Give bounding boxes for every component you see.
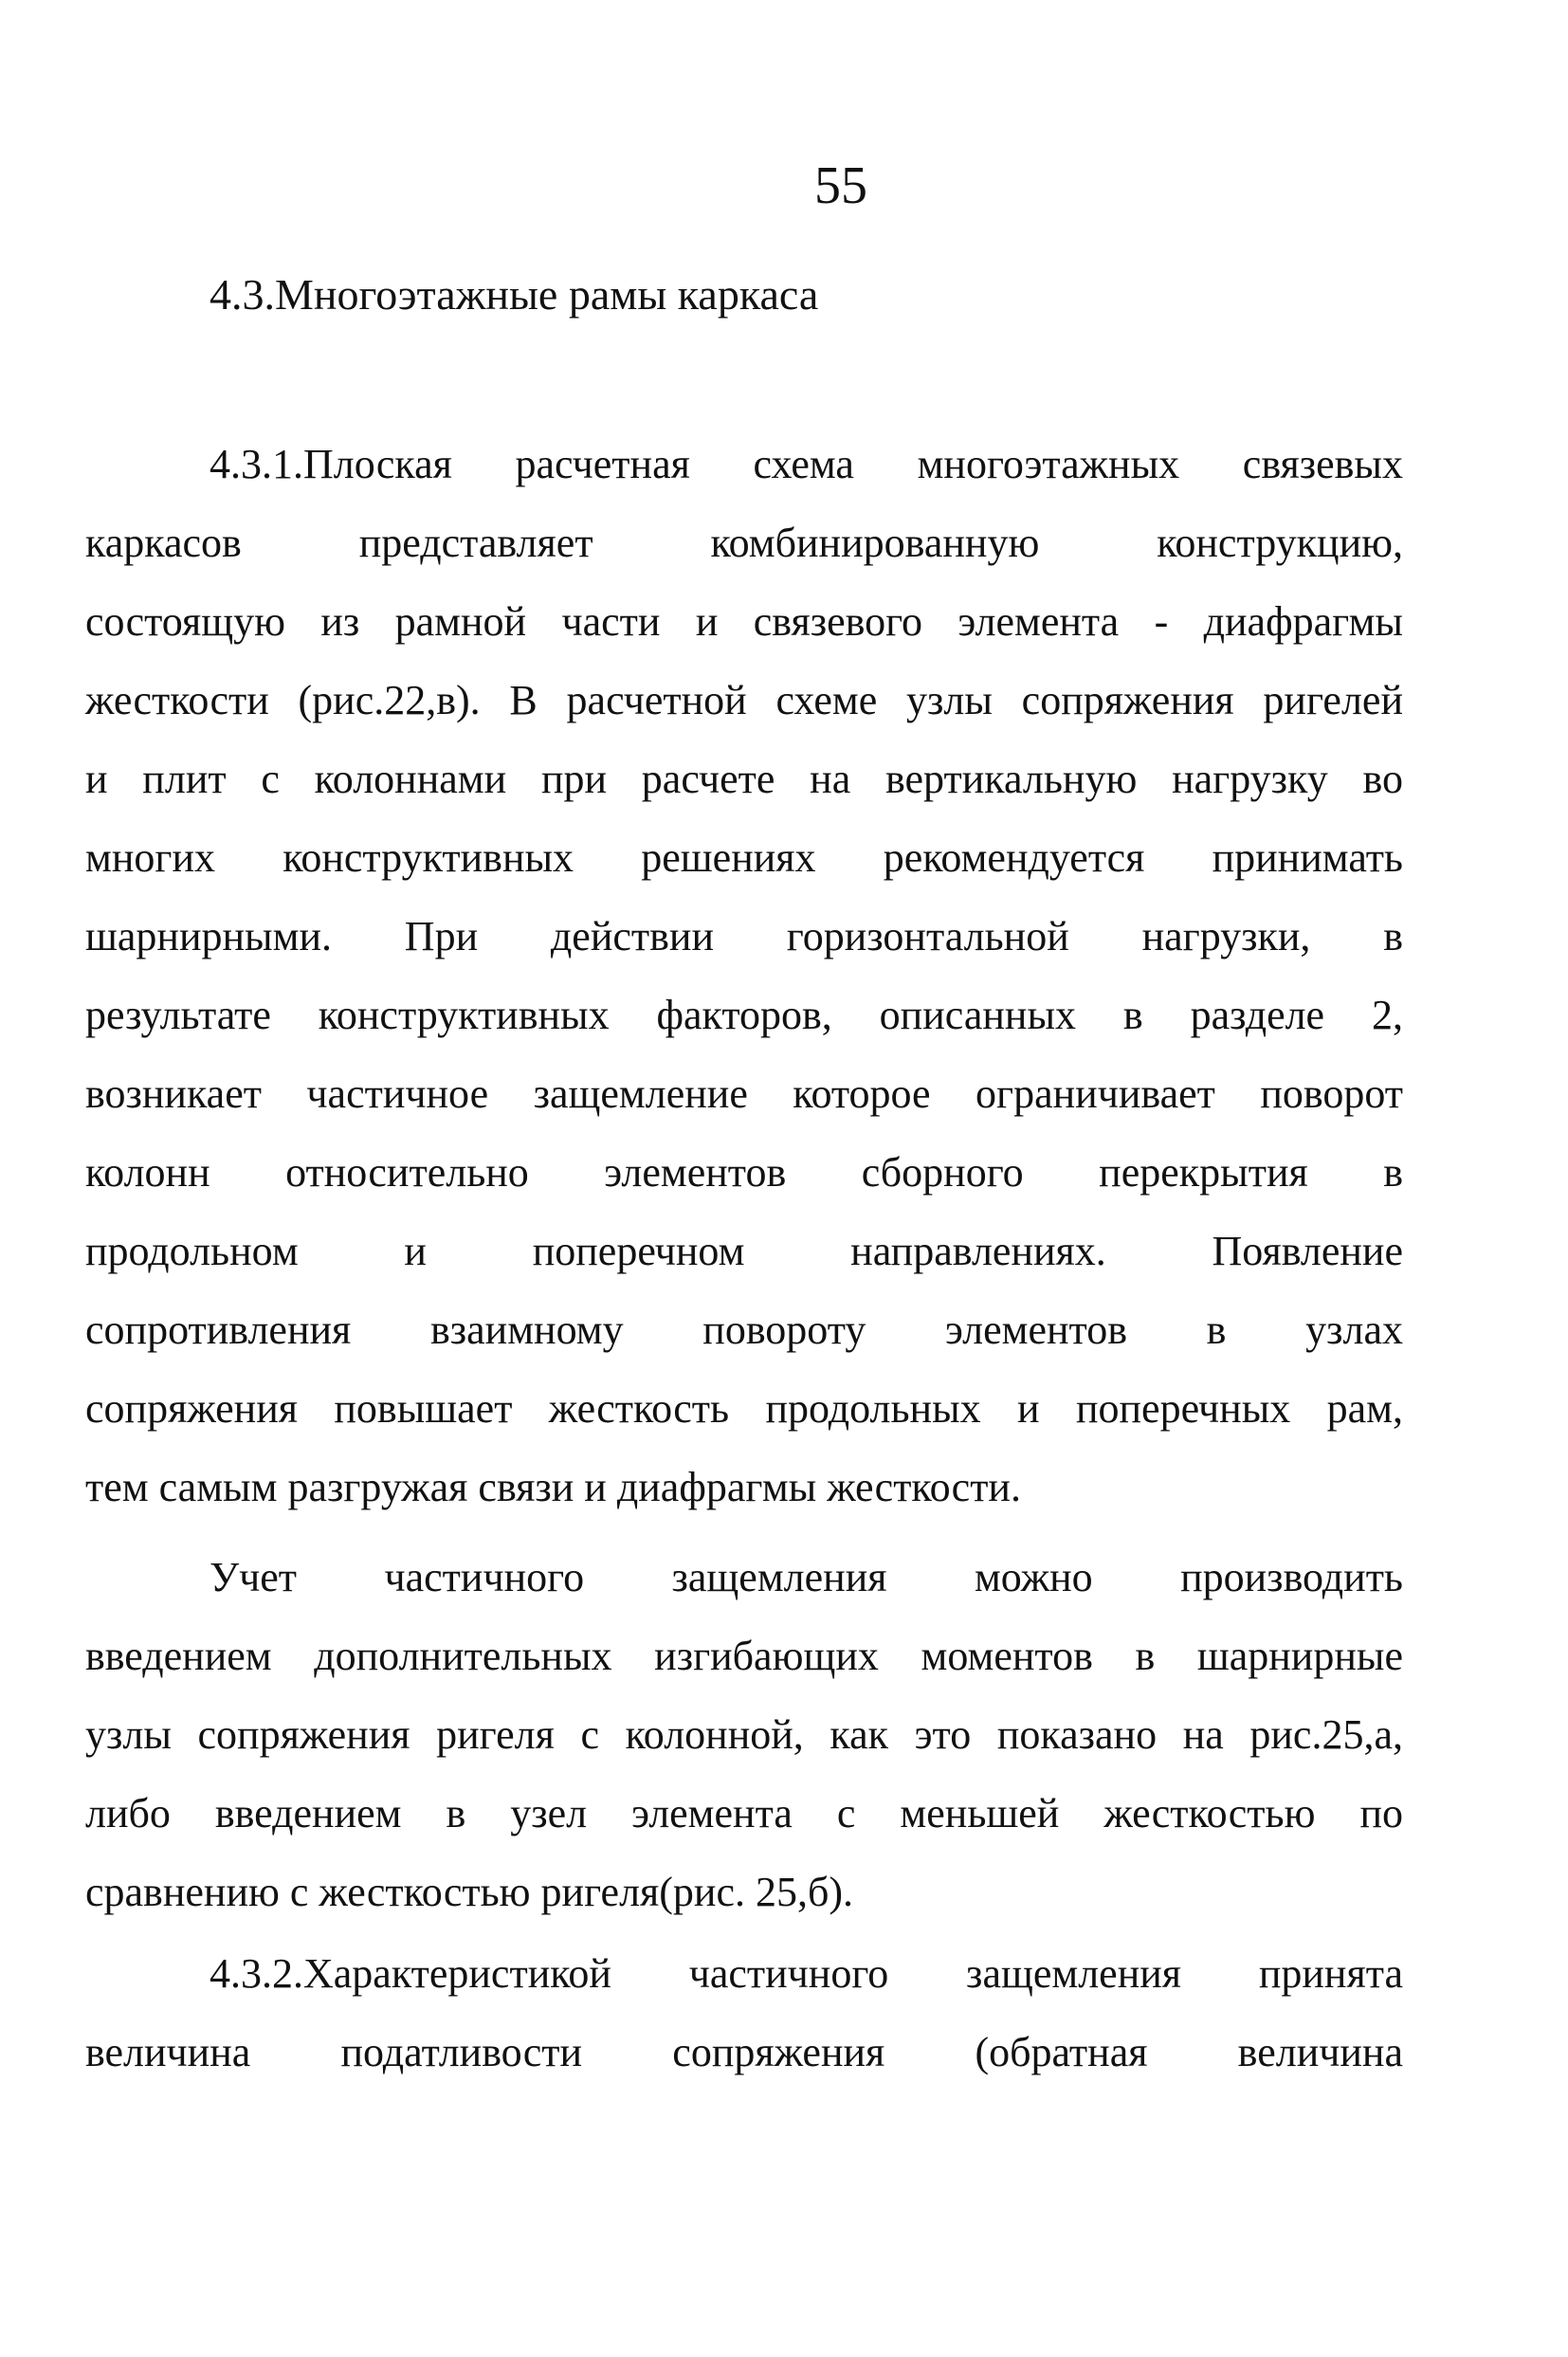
text-line: колонн относительно элементов сборного перекрытия в [85,1149,1403,1196]
text-line: сопротивления взаимному повороту элементов в узлах [85,1306,1403,1353]
text-line: тем самым разгружая связи и диафрагмы жесткости. [85,1464,1021,1510]
text-line: возникает частичное защемление которое ограничивает поворот [85,1070,1403,1117]
paragraph-4-3-2 [85,1934,1403,2092]
section-title: 4.3.Многоэтажные рамы каркаса [210,270,819,319]
text-line: либо введением в узел элемента с меньшей жесткостью по [85,1790,1403,1836]
text-line: величина податливости сопряжения (обратная величина [85,2029,1403,2075]
text-line: результате конструктивных факторов, описанных в разделе 2, [85,992,1403,1038]
text-line: каркасов представляет комбинированную конструкцию, [85,520,1403,566]
text-line: состоящую из рамной части и связевого элемента - диафрагмы [85,598,1403,645]
text-line: введением дополнительных изгибающих моментов в шарнирные [85,1633,1403,1679]
text-line: шарнирными. При действии горизонтальной нагрузки, в [85,913,1403,959]
paragraph-4-3-1 [85,425,1403,1526]
text-line: и плит с колоннами при расчете на вертикальную нагрузку во [85,756,1403,802]
text-line: узлы сопряжения ригеля с колонной, как это показано на рис.25,а, [85,1711,1403,1758]
paragraph-partial-fixity [85,1538,1403,1931]
text-line: Учет частичного защемления можно производить [210,1554,1403,1600]
text-line: сопряжения повышает жесткость продольных и поперечных рам, [85,1385,1403,1432]
text-line: жесткости (рис.22,в). В расчетной схеме узлы сопряжения ригелей [85,677,1403,723]
text-line: 4.3.1.Плоская расчетная схема многоэтажных связевых [210,441,1403,487]
text-line: 4.3.2.Характеристикой частичного защемления принята [210,1950,1403,1997]
text-line: сравнению с жесткостью ригеля(рис. 25,б). [85,1869,854,1915]
page-number: 55 [814,156,867,215]
text-line: продольном и поперечном направлениях. Появление [85,1228,1403,1274]
text-line: многих конструктивных решениях рекомендуется принимать [85,834,1403,881]
